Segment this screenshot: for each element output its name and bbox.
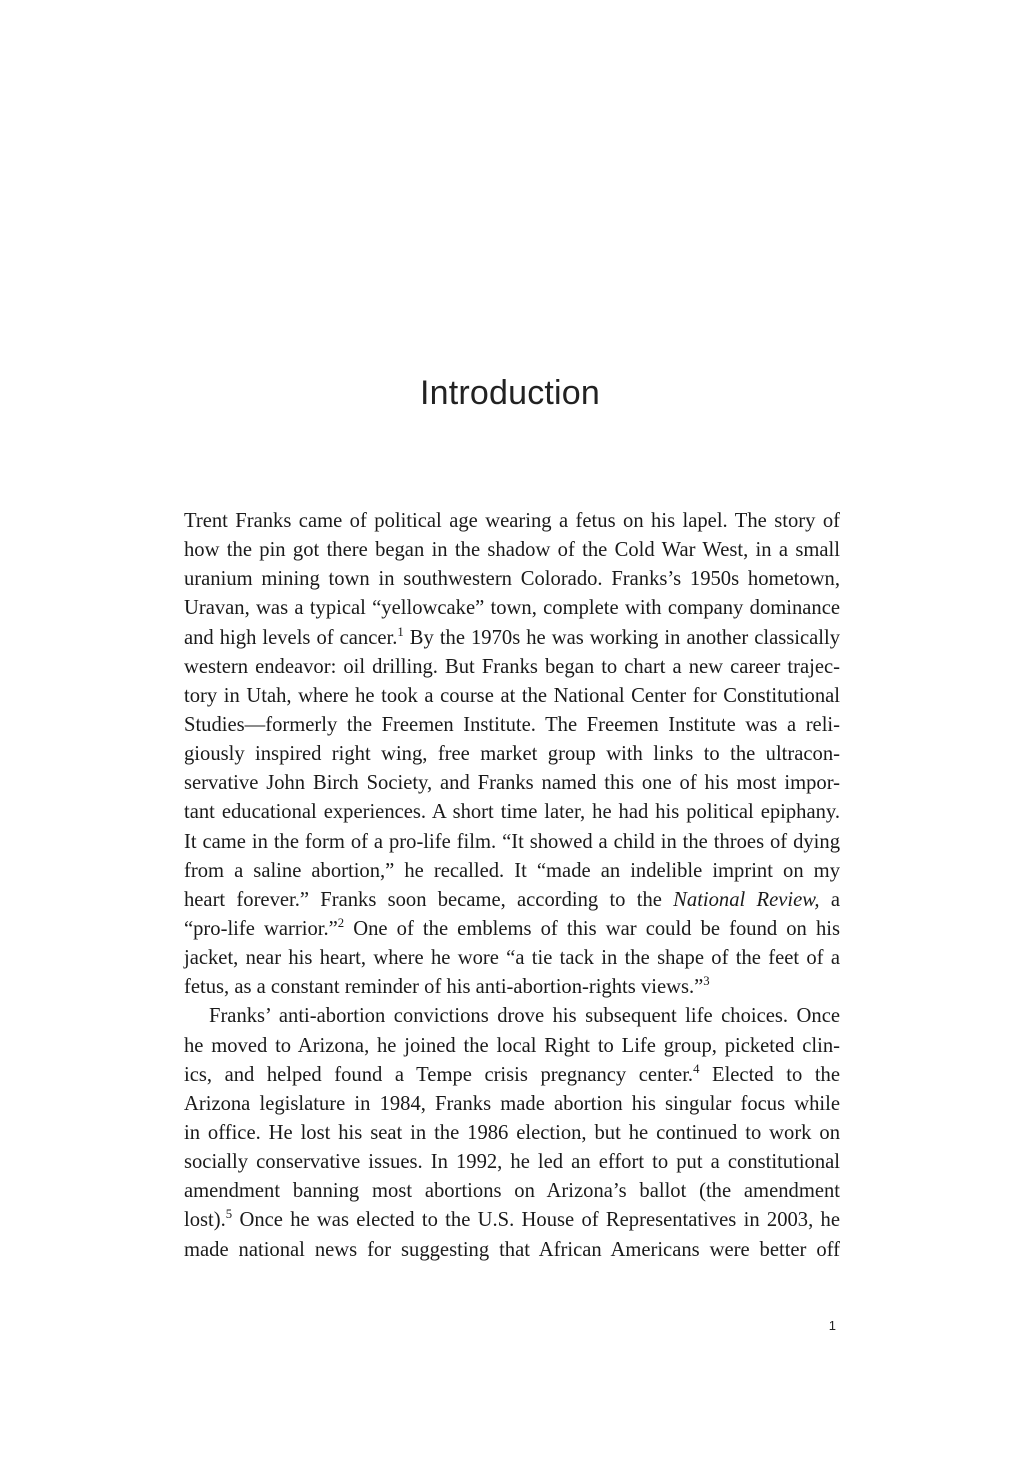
text-segment: ics, and helped found a Tempe crisis pregnancy center. — [184, 1063, 694, 1086]
text-line: tory in Utah, where he took a course at the National Center for Constitutional — [184, 684, 840, 707]
text-line — [184, 624, 840, 653]
text-line: uranium mining town in southwestern Colorado. Franks’s 1950s hometown, — [184, 568, 840, 591]
text-line: how the pin got there began in the shadow of the Cold War West, in a small — [184, 539, 840, 562]
text-segment: and high levels of cancer. — [184, 626, 398, 649]
text-line: socially conservative issues. In 1992, he led an effort to put a constitutional — [184, 1151, 840, 1174]
text-line: It came in the form of a pro-life film. “It showed a child in the throes of dying — [184, 830, 840, 853]
text-segment: lost). — [184, 1209, 226, 1232]
text-line: Studies—formerly the Freemen Institute. The Freemen Institute was a reli- — [184, 713, 840, 736]
text-line: amendment banning most abortions on Arizona’s ballot (the amendment — [184, 1180, 840, 1203]
text-line: tant educational experiences. A short time later, he had his political epiphany. — [184, 801, 840, 824]
text-segment: “pro-life warrior.” — [184, 917, 338, 940]
text-line — [184, 973, 840, 1002]
footnote-marker: 1 — [397, 624, 404, 639]
text-line: Franks’ anti-abortion convictions drove his subsequent life choices. Once — [209, 1005, 840, 1028]
page-number: 1 — [828, 1318, 836, 1333]
text-line: Uravan, was a typical “yellowcake” town, complete with company dominance — [184, 597, 840, 620]
chapter-title: Introduction — [419, 374, 601, 412]
text-line: Arizona legislature in 1984, Franks made abortion his singular focus while — [184, 1092, 840, 1115]
text-segment: Elected to the — [699, 1063, 840, 1086]
footnote-marker: 4 — [693, 1061, 700, 1076]
text-segment: fetus, as a constant reminder of his anti-abortion-rights views.” — [184, 976, 704, 999]
text-line — [184, 915, 840, 944]
text-segment: Once he was elected to the U.S. House of Representatives in 2003, he — [232, 1209, 840, 1232]
text-segment: One of the emblems of this war could be found on his — [344, 917, 840, 940]
text-line — [184, 886, 840, 915]
text-segment: By the 1970s he was working in another classically — [403, 626, 840, 649]
footnote-marker: 5 — [225, 1207, 233, 1222]
text-line: he moved to Arizona, he joined the local Right to Life group, picketed clin- — [184, 1034, 840, 1057]
text-line: from a saline abortion,” he recalled. It “made an indelible imprint on my — [184, 859, 840, 882]
text-line — [184, 1061, 840, 1090]
text-line: in office. He lost his seat in the 1986 election, but he continued to work on — [184, 1121, 840, 1144]
text-line: made national news for suggesting that African Americans were better off — [184, 1238, 840, 1261]
text-segment: heart forever.” Franks soon became, according to the — [184, 888, 674, 911]
footnote-marker: 2 — [337, 916, 345, 931]
text-line: western endeavor: oil drilling. But Franks began to chart a new career trajec- — [184, 655, 840, 678]
text-line — [184, 1206, 840, 1235]
text-line: servative John Birch Society, and Franks named this one of his most impor- — [184, 772, 840, 795]
body-text — [184, 507, 840, 1265]
publication-title: National Review, — [673, 888, 820, 911]
text-line: jacket, near his heart, where he wore “a tie tack in the shape of the feet of a — [184, 947, 840, 970]
footnote-marker: 3 — [703, 974, 710, 989]
text-line: giously inspired right wing, free market group with links to the ultracon- — [184, 743, 840, 766]
text-segment: a — [819, 888, 840, 911]
text-line: Trent Franks came of political age wearing a fetus on his lapel. The story of — [184, 510, 840, 532]
